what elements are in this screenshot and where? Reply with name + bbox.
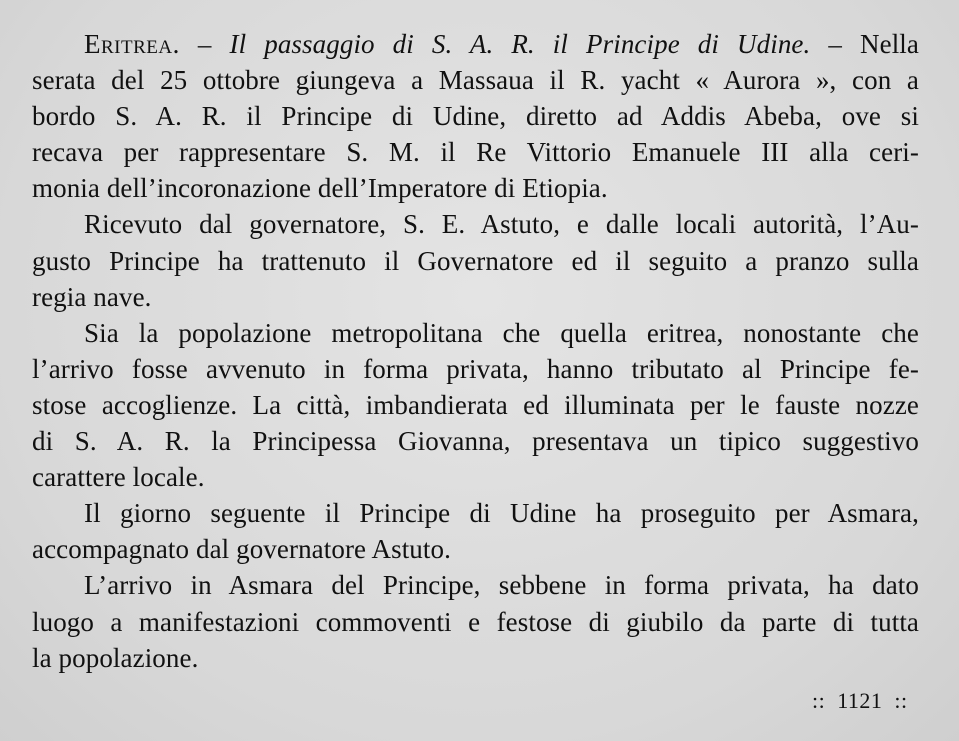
page-number: :: 1121 :: xyxy=(812,688,908,713)
paragraph-line: accompagnato dal governatore Astuto. xyxy=(32,534,451,565)
paragraph-line: Il giorno seguente il Principe di Udine ha proseguito per Asmara, xyxy=(84,498,919,529)
paragraph-line: monia dell’incoronazione dell’Imperatore di Etiopia. xyxy=(32,173,608,204)
article-heading-line xyxy=(32,26,919,62)
paragraph-line: l’arrivo fosse avvenuto in forma privata, hanno tributato al Principe fe- xyxy=(32,353,919,384)
paragraph-line: recava per rappresentare S. M. il Re Vittorio Emanuele III alla ceri- xyxy=(32,137,919,168)
heading-dash: – xyxy=(179,29,230,59)
paragraph-line: stose accoglienze. La città, imbandierata ed illuminata per le fauste nozze xyxy=(32,389,919,420)
paragraph-line: bordo S. A. R. il Principe di Udine, diretto ad Addis Abeba, ove si xyxy=(32,101,919,132)
paragraph-line: regia nave. xyxy=(32,281,152,312)
paragraph-line: serata del 25 ottobre giungeva a Massaua il R. yacht « Aurora », con a xyxy=(32,65,919,96)
paragraph-line: Ricevuto dal governatore, S. E. Astuto, e dalle locali autorità, l’Au- xyxy=(84,209,919,240)
paragraph-line: luogo a manifestazioni commoventi e festose di giubilo da parte di tutta xyxy=(32,606,919,637)
paragraph-line: gusto Principe ha trattenuto il Governatore ed il seguito a pranzo sulla xyxy=(32,245,919,276)
heading-continuation: – Nella xyxy=(810,29,919,59)
paragraph-line: di S. A. R. la Principessa Giovanna, presentava un tipico suggestivo xyxy=(32,426,919,457)
article-title: Il passaggio di S. A. R. il Principe di Udine. xyxy=(229,29,811,59)
paragraph-line: L’arrivo in Asmara del Principe, sebbene in forma privata, ha dato xyxy=(84,570,919,601)
article-body xyxy=(32,26,919,676)
paragraph-line: la popolazione. xyxy=(32,642,199,673)
section-place: Eritrea. xyxy=(84,29,180,59)
paragraph-line: carattere locale. xyxy=(32,462,205,493)
paragraph-line: Sia la popolazione metropolitana che quella eritrea, nonostante che xyxy=(84,317,919,348)
